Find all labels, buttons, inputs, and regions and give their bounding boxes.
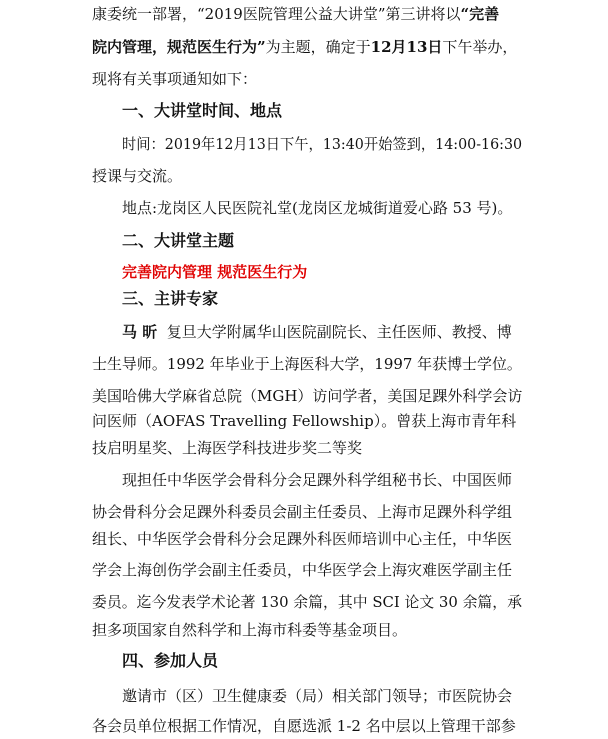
section-3-heading: 三、主讲专家 [122,289,219,308]
intro-line-2 [92,37,517,57]
intro-text: 下午举办， [442,38,518,56]
bio-2-line-5: 委员。迄今发表学术论著 130 余篇，其中 SCI 论文 30 余篇，承 [92,593,523,611]
bio-1-line-3: 美国哈佛大学麻省总院（MGH）访问学者，美国足踝外科学会访 [92,387,523,405]
attendees-line-1: 邀请市（区）卫生健康委（局）相关部门领导；市医院协会 [122,687,513,705]
intro-title-emphasis-end: 院内管理，规范医生行为” [92,38,266,56]
section-2-heading: 二、大讲堂主题 [122,231,235,250]
speaker-name: 马 昕 [122,323,158,341]
attendees-line-2: 各会员单位根据工作情况，自愿选派 1-2 名中层以上管理干部参 [92,717,516,735]
intro-line-1 [92,4,499,24]
section-1-heading: 一、大讲堂时间、地点 [122,101,283,120]
bio-2-line-4: 学会上海创伤学会副主任委员，中华医学会上海灾难医学副主任 [92,561,513,579]
bio-1-line-5: 技启明星奖、上海医学科技进步奖二等奖 [92,439,363,457]
intro-title-emphasis-start: “完善 [460,5,500,23]
time-line-2: 授课与交流。 [92,167,183,185]
bio-text: 复旦大学附属华山医院副院长、主任医师、教授、博 [166,323,512,341]
section-4-heading: 四、参加人员 [122,651,219,670]
bio-2-line-6: 担多项国家自然科学和上海市科委等基金项目。 [92,621,408,639]
bio-1-line-4: 问医师（AOFAS Travelling Fellowship）。曾获上海市青年科 [92,412,517,430]
intro-text: 为主题，确定于 [265,38,371,56]
bio-2-line-2: 协会骨科分会足踝外科委员会副主任委员、上海市足踝外科学组 [92,503,513,521]
place-line: 地点:龙岗区人民医院礼堂(龙岗区龙城街道爱心路 53 号)。 [122,199,513,217]
bio-2-line-3: 组长、中华医学会骨科分会足踝外科医师培训中心主任，中华医 [92,530,513,548]
bio-2-line-1: 现担任中华医学会骨科分会足踝外科学组秘书长、中国医师 [122,471,513,489]
intro-text: 康委统一部署，“2019医院管理公益大讲堂”第三讲将以 [92,5,461,23]
lecture-theme: 完善院内管理 规范医生行为 [122,263,308,281]
intro-line-3: 现将有关事项通知如下： [92,70,258,88]
event-date-emphasis: 12月13日 [370,38,443,56]
time-line-1: 时间：2019年12月13日下午，13:40开始签到，14:00-16:30 [122,135,523,153]
bio-1-line-1 [122,322,512,342]
bio-1-line-2: 士生导师。1992 年毕业于上海医科大学，1997 年获博士学位。 [92,355,522,373]
